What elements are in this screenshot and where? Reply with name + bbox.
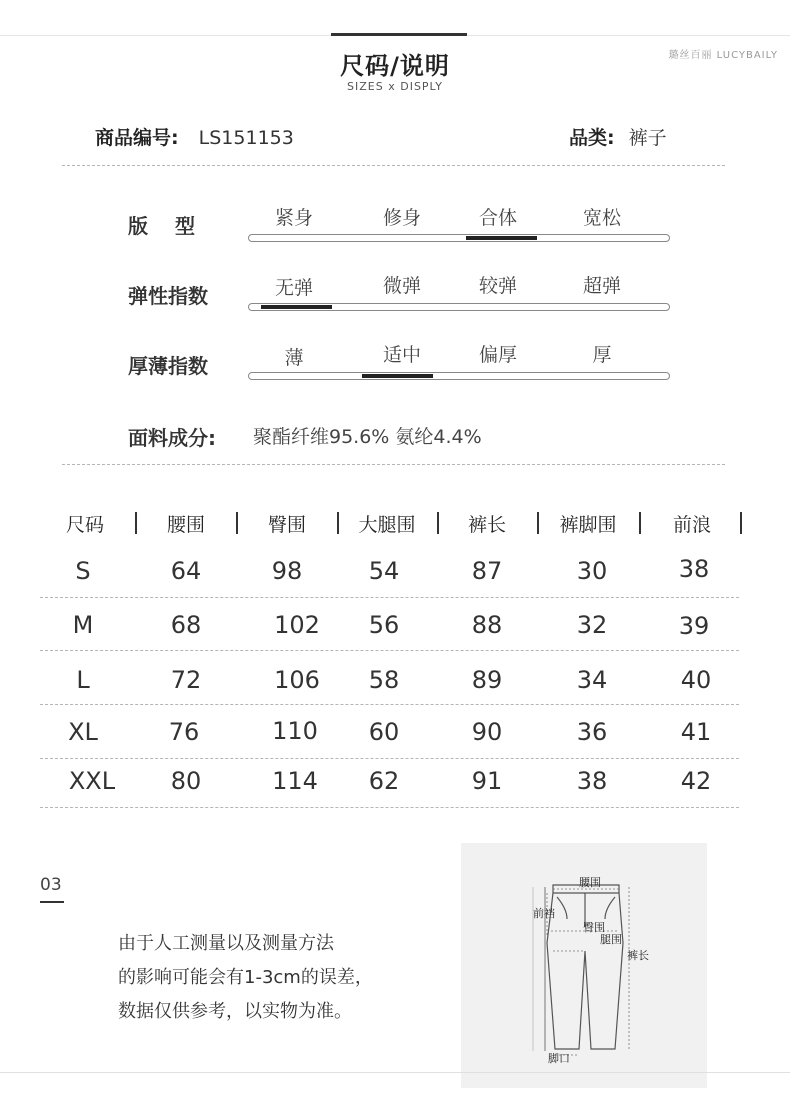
table-cell: 102 — [274, 611, 320, 639]
table-cell: 62 — [368, 767, 400, 795]
elasticity-option: 超弹 — [582, 275, 621, 297]
thickness-label: 厚薄指数 — [128, 354, 208, 378]
header-separator — [337, 512, 339, 534]
table-cell: 89 — [471, 666, 503, 694]
table-cell: 90 — [471, 718, 503, 746]
fit-selected-marker — [466, 236, 537, 240]
note-line: 的影响可能会有1-3cm的误差， — [118, 967, 373, 988]
page-subtitle: SIZES x DISPLY — [347, 80, 443, 93]
table-cell: 91 — [471, 767, 503, 795]
table-cell: 80 — [170, 767, 202, 795]
note-line: 数据仅供参考，以实物为准。 — [118, 1001, 352, 1022]
table-cell: 39 — [678, 612, 710, 640]
row-divider — [40, 758, 739, 759]
thickness-option: 薄 — [284, 347, 304, 369]
section-divider — [62, 464, 725, 465]
table-header-waist: 腰围 — [166, 514, 205, 536]
table-header-length: 裤长 — [467, 514, 506, 536]
table-cell: S — [75, 557, 91, 585]
row-divider — [40, 597, 739, 598]
product-code — [95, 123, 294, 150]
table-cell: M — [72, 611, 94, 639]
table-cell: 64 — [170, 557, 202, 585]
table-cell: 98 — [271, 557, 303, 585]
header-separator — [437, 512, 439, 534]
header-separator — [537, 512, 539, 534]
product-category-value: 裤子 — [628, 127, 667, 149]
header-separator — [740, 512, 742, 534]
table-cell: XXL — [68, 767, 116, 795]
row-divider — [40, 807, 739, 808]
product-category-label: 品类: — [569, 127, 615, 149]
table-cell: 88 — [471, 611, 503, 639]
fit-scale-track — [248, 234, 670, 242]
thickness-scale-track — [248, 372, 670, 380]
row-divider — [40, 650, 739, 651]
table-cell: 58 — [368, 666, 400, 694]
thickness-selected-marker — [362, 374, 433, 378]
table-cell: 41 — [680, 718, 712, 746]
section-number-underline — [40, 901, 64, 903]
fabric-label: 面料成分: — [128, 426, 216, 450]
front-rise-diagram-label: 前裆 — [533, 907, 555, 920]
fit-option: 合体 — [478, 207, 517, 229]
table-cell: 38 — [678, 555, 710, 583]
product-code-label: 商品编号: — [95, 127, 179, 149]
fit-option: 修身 — [382, 207, 421, 229]
length-diagram-label: 裤长 — [627, 949, 649, 962]
bottom-divider — [0, 1072, 790, 1073]
table-cell: 54 — [368, 557, 400, 585]
table-header-thigh: 大腿围 — [358, 514, 416, 536]
header-separator — [236, 512, 238, 534]
elasticity-label: 弹性指数 — [128, 284, 208, 308]
row-divider — [40, 704, 739, 705]
table-cell: 76 — [168, 718, 200, 746]
table-cell: 106 — [274, 666, 320, 694]
hip-diagram-label: 臀围 — [583, 921, 605, 934]
table-cell: 72 — [170, 666, 202, 694]
table-cell: 30 — [576, 557, 608, 585]
section-divider — [62, 165, 725, 166]
table-cell: XL — [68, 718, 98, 746]
product-category — [569, 123, 667, 150]
thigh-diagram-label: 腿围 — [600, 933, 622, 946]
table-cell: 87 — [471, 557, 503, 585]
fit-label: 版 型 — [128, 214, 205, 238]
brand-logo-text: 璐丝百丽 LUCYBAILY — [668, 50, 778, 61]
page-title: 尺码/说明 — [340, 52, 450, 80]
elasticity-selected-marker — [261, 305, 332, 309]
hem-diagram-label: 脚口 — [548, 1052, 570, 1065]
fabric-value: 聚酯纤维95.6% 氨纶4.4% — [253, 426, 482, 448]
section-number: 03 — [40, 875, 62, 895]
table-cell: 68 — [170, 611, 202, 639]
table-cell: 32 — [576, 611, 608, 639]
thickness-option: 偏厚 — [478, 344, 517, 366]
header-separator — [639, 512, 641, 534]
header-separator — [135, 512, 137, 534]
elasticity-option: 无弹 — [274, 277, 313, 299]
table-cell: 34 — [576, 666, 608, 694]
pants-measurement-diagram — [461, 843, 707, 1088]
table-header-hem: 裤脚围 — [559, 514, 617, 536]
table-cell: 114 — [272, 767, 318, 795]
table-header-size: 尺码 — [65, 514, 104, 536]
product-code-value: LS151153 — [198, 127, 294, 149]
note-line: 由于人工测量以及测量方法 — [118, 933, 334, 954]
elasticity-option: 微弹 — [382, 275, 421, 297]
table-cell: L — [76, 666, 90, 694]
fit-option: 宽松 — [582, 207, 621, 229]
title-accent-bar — [331, 33, 467, 36]
table-cell: 42 — [680, 767, 712, 795]
thickness-option: 厚 — [592, 344, 612, 366]
table-cell: 38 — [576, 767, 608, 795]
table-header-hip: 臀围 — [267, 514, 306, 536]
table-header-rise: 前浪 — [672, 514, 711, 536]
elasticity-option: 较弹 — [478, 275, 517, 297]
table-cell: 110 — [272, 717, 318, 745]
table-cell: 40 — [680, 666, 712, 694]
fit-option: 紧身 — [274, 207, 313, 229]
table-cell: 56 — [368, 611, 400, 639]
table-cell: 36 — [576, 718, 608, 746]
waist-diagram-label: 腰围 — [579, 876, 601, 889]
table-cell: 60 — [368, 718, 400, 746]
thickness-option: 适中 — [382, 344, 421, 366]
